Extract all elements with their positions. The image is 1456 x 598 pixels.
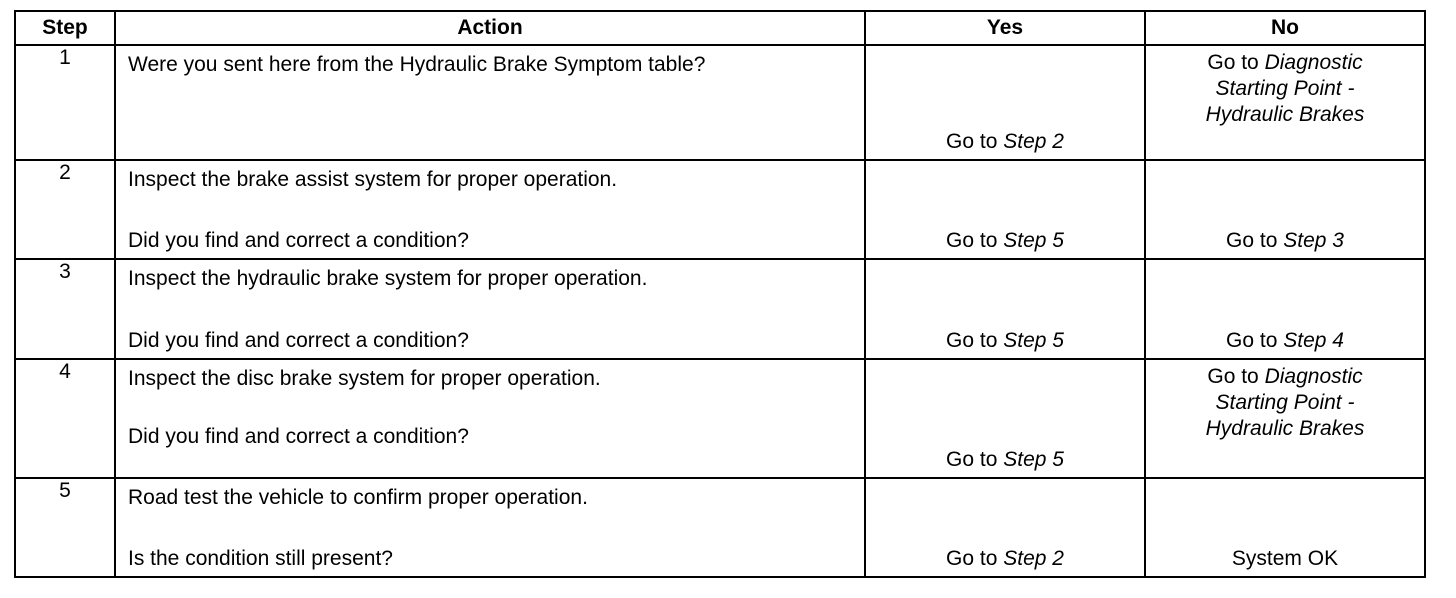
yes-goto[interactable]: Go to Step 2 xyxy=(946,547,1064,570)
table-row xyxy=(15,478,1425,577)
no-cell xyxy=(1145,160,1425,259)
yes-cell xyxy=(865,160,1145,259)
action-cell xyxy=(115,160,865,259)
no-cell xyxy=(1145,45,1425,160)
action-text: Inspect the disc brake system for proper operation. xyxy=(128,366,601,390)
step-number: 3 xyxy=(15,259,115,358)
header-step: Step xyxy=(15,11,115,45)
yes-goto[interactable]: Go to Step 5 xyxy=(946,447,1064,471)
action-cell xyxy=(115,45,865,160)
action-question: Did you find and correct a condition? xyxy=(128,424,469,448)
yes-cell xyxy=(865,259,1145,358)
action-text: Road test the vehicle to confirm proper operation. xyxy=(128,485,588,509)
action-question: Did you find and correct a condition? xyxy=(128,229,469,253)
yes-goto[interactable]: Go to Step 5 xyxy=(946,328,1064,352)
header-action: Action xyxy=(115,11,865,45)
action-question: Is the condition still present? xyxy=(128,547,393,570)
step-number: 1 xyxy=(15,45,115,160)
table-row xyxy=(15,45,1425,160)
no-result: System OK xyxy=(1231,547,1339,570)
table-row xyxy=(15,259,1425,358)
yes-cell xyxy=(865,359,1145,478)
no-goto[interactable]: Go to Diagnostic Starting Point - Hydraulic Brakes xyxy=(1205,51,1365,126)
yes-cell xyxy=(865,45,1145,160)
header-no: No xyxy=(1145,11,1425,45)
action-text: Were you sent here from the Hydraulic Brake Symptom table? xyxy=(128,53,706,76)
table-row xyxy=(15,160,1425,259)
no-cell xyxy=(1145,478,1425,577)
yes-goto[interactable]: Go to Step 5 xyxy=(946,229,1064,253)
step-number: 4 xyxy=(15,359,115,478)
no-cell xyxy=(1145,259,1425,358)
no-cell xyxy=(1145,359,1425,478)
step-number: 5 xyxy=(15,478,115,577)
no-goto[interactable]: Go to Diagnostic Starting Point - Hydraulic Brakes xyxy=(1205,364,1365,440)
action-question: Did you find and correct a condition? xyxy=(128,328,469,352)
no-goto[interactable]: Go to Step 3 xyxy=(1226,229,1344,253)
yes-goto[interactable]: Go to Step 2 xyxy=(946,130,1064,154)
action-text: Inspect the hydraulic brake system for proper operation. xyxy=(128,267,648,291)
table-row xyxy=(15,359,1425,478)
action-cell xyxy=(115,478,865,577)
action-text: Inspect the brake assist system for proper operation. xyxy=(128,168,618,192)
no-goto[interactable]: Go to Step 4 xyxy=(1226,328,1344,352)
header-yes: Yes xyxy=(865,11,1145,45)
yes-cell xyxy=(865,478,1145,577)
step-number: 2 xyxy=(15,160,115,259)
action-cell xyxy=(115,259,865,358)
diagnostic-table xyxy=(14,10,1426,578)
action-cell xyxy=(115,359,865,478)
header-row xyxy=(15,11,1425,45)
